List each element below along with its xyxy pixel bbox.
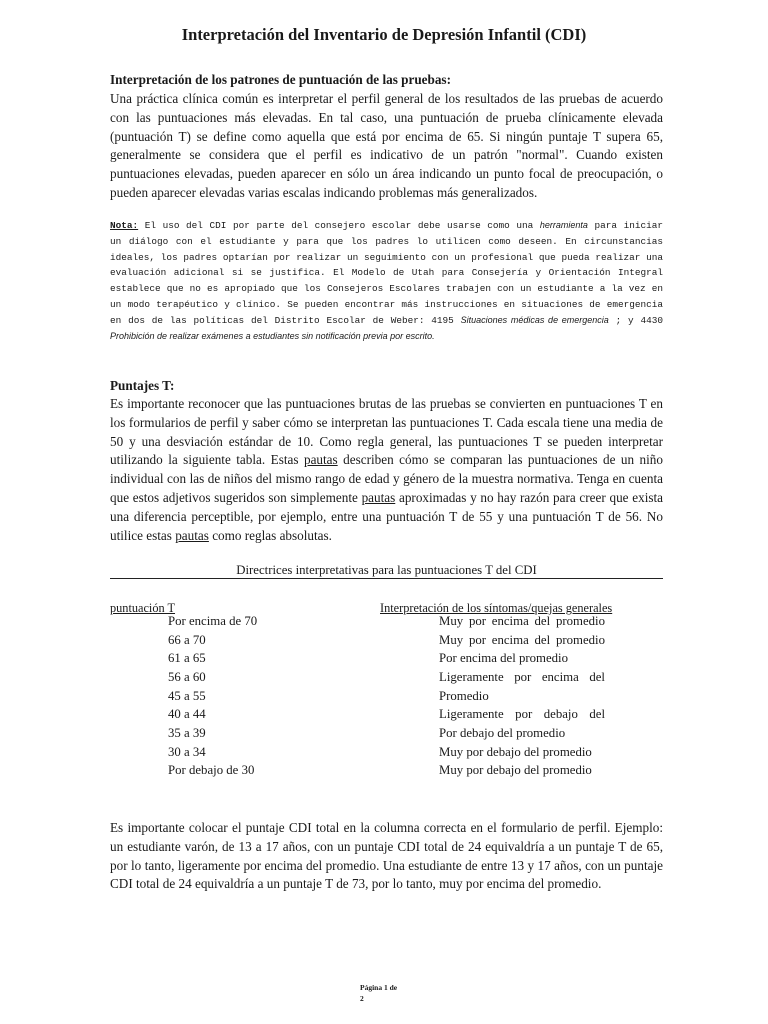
guidelines-term: pautas <box>361 489 396 505</box>
table-cell-interpretation: Ligeramente por debajo del <box>439 707 605 721</box>
tscores-text-1: Es importante reconocer que las puntuaciones brutas de las pruebas se convierten en puntuaciones T en los formularios de perfil y saber cómo se interpretan las puntuaciones T. Cada escala tiene una media de 50 y una desviación estándar de 10. Como regla general, las puntuaciones T se pueden interpretar utilizando la siguiente tabla. Estas <box>110 396 663 468</box>
table-cell-score: 30 a 34 <box>168 745 206 759</box>
section-heading-tscores: Puntajes T: <box>110 378 175 393</box>
table-cell-interpretation: Muy por encima del promedio <box>439 633 605 647</box>
table-cell-score: Por debajo de 30 <box>168 763 255 777</box>
note-text-2: para iniciar un diálogo con el estudiante y para que los padres lo utilicen como deseen. En circunstancias ideales, los padres optarían por realizar un seguimiento con un profesional que pueda realizar una evaluación adicional si se justifica. El Modelo de Utah para Consejería y Orientación Integral establece que no es apropiado que los Consejeros Escolares trabajen con un estudiante a la vez en un modo terapéutico y clínico. Se pueden encontrar más instrucciones en situaciones de emergencia en dos de las políticas del Distrito Escolar de Weber: 4195 <box>110 220 663 326</box>
note-paragraph <box>110 218 663 344</box>
section-heading-patterns: Interpretación de los patrones de puntuación de las pruebas: <box>110 72 451 87</box>
page-footer <box>360 982 397 1004</box>
table-cell-interpretation: Ligeramente por encima del <box>439 670 605 684</box>
table-cell-score: 35 a 39 <box>168 726 206 740</box>
note-text-1: El uso del CDI por parte del consejero escolar debe usarse como una <box>138 220 540 231</box>
table-cell-score: 66 a 70 <box>168 633 206 647</box>
table-cell-interpretation: Muy por debajo del promedio <box>439 745 592 759</box>
patterns-paragraph: Una práctica clínica común es interpretar el perfil general de los resultados de las pruebas de acuerdo con las puntuaciones más elevadas. En tal caso, una puntuación de prueba clínicamente elevada (puntuación T) se define como aquella que está por encima de 65. Si ningún puntaje T supera 65, generalmente se considera que el perfil es indicativo de un patrón "normal". Cuando existen puntuaciones elevadas, pueden aparecer en sólo un área indicando un punto focal de preocupación, o pueden aparecer elevadas varias escalas indicando problemas más generalizados. <box>110 91 663 200</box>
tscores-text-2: describen cómo se comparan las puntuaciones de un niño individual con las de niños del mismo rango de edad y género de la muestra normativa. Tenga en cuenta que estos adjetivos sugeridos son simplemente <box>110 452 663 505</box>
note-text-3: ; y 4430 <box>608 314 663 326</box>
table-cell-score: Por encima de 70 <box>168 614 258 628</box>
page-number-label: Página 1 de <box>360 983 398 992</box>
table-caption: Directrices interpretativas para las puntuaciones T del CDI <box>236 563 537 577</box>
column-header-tscore: puntuación T <box>110 601 176 615</box>
table-cell-interpretation: Muy por encima del promedio <box>439 614 605 628</box>
document-title: Interpretación del Inventario de Depresión Infantil (CDI) <box>181 25 587 44</box>
table-cell-score: 40 a 44 <box>168 707 206 721</box>
table-cell-score: 61 a 65 <box>168 651 206 665</box>
table-cell-interpretation: Por debajo del promedio <box>439 726 566 740</box>
note-policy-4195: Situaciones médicas de emergencia <box>460 314 609 325</box>
table-cell-score: 56 a 60 <box>168 670 206 684</box>
note-label: Nota: <box>110 220 139 231</box>
table-cell-interpretation: Por encima del promedio <box>439 651 568 665</box>
tscores-text-4: como reglas absolutas. <box>208 527 332 543</box>
page-total: 2 <box>360 994 364 1003</box>
table-cell-interpretation: Promedio <box>439 689 489 703</box>
table-cell-score: 45 a 55 <box>168 689 206 703</box>
guidelines-term: pautas <box>303 452 338 468</box>
caption-divider <box>110 578 663 579</box>
table-cell-interpretation: Muy por debajo del promedio <box>439 763 592 777</box>
note-emphasis-tool: herramienta <box>539 220 588 230</box>
column-header-interpretation: Interpretación de los síntomas/quejas generales <box>380 601 613 615</box>
note-policy-4430: Prohibición de realizar exámenes a estudiantes sin notificación previa por escrito. <box>110 330 435 341</box>
tscores-paragraph <box>110 395 663 545</box>
tscores-text-3: aproximadas y no hay razón para creer que exista una diferencia perceptible, por ejemplo, entre una puntuación T de 55 y una puntuación T de 56. No utilice estas <box>110 489 664 543</box>
guidelines-term: pautas <box>175 527 209 543</box>
closing-paragraph: Es importante colocar el puntaje CDI total en la columna correcta en el formulario de perfil. Ejemplo: un estudiante varón, de 13 a 17 años, con un puntaje CDI total de 24 equivaldría a un puntaje T de 65, por lo tanto, ligeramente por encima del promedio. Una estudiante de entre 13 y 17 años, con un puntaje CDI total de 24 equivaldría a un puntaje T de 73, por lo tanto, muy por encima del promedio. <box>110 820 663 892</box>
